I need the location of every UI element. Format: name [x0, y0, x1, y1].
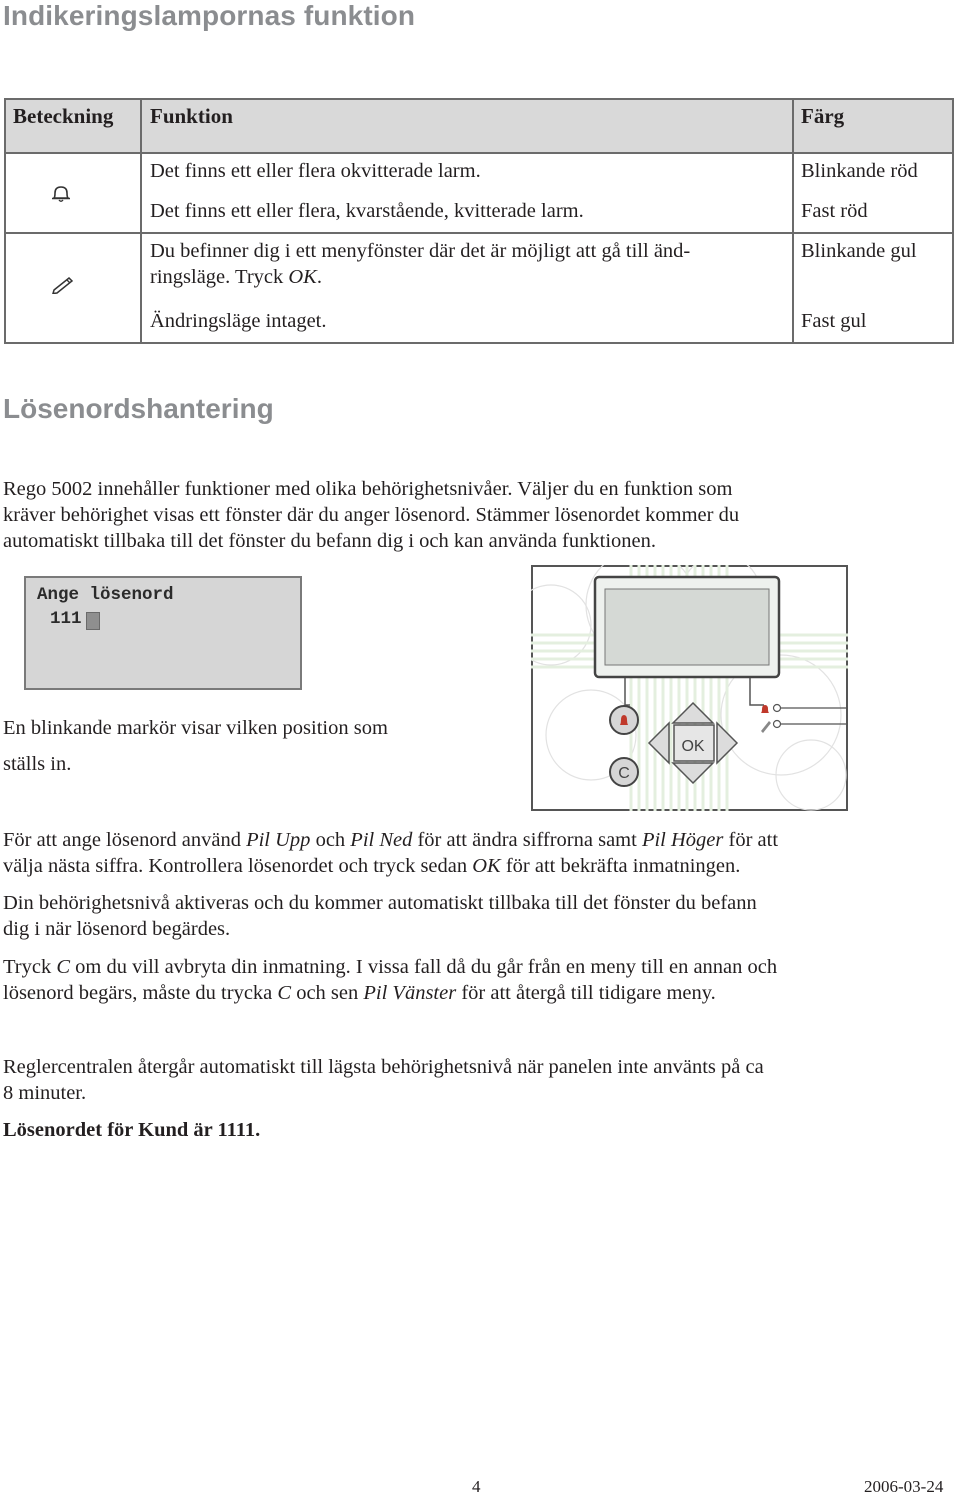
bell-icon — [50, 184, 72, 204]
intro-line2: kräver behörighet visas ett fönster där du anger lösenord. Stämmer lösenordet kommer du — [3, 504, 740, 526]
header-funktion: Funktion — [150, 104, 233, 128]
instruction-p3-line1: Tryck C om du vill avbryta din inmatning. I vissa fall då du går från en meny till en annan och — [3, 956, 778, 978]
instruction-p3-line2: lösenord begärs, måste du trycka C och sen Pil Vänster för att återgå till tidigare meny. — [3, 982, 716, 1004]
row1-function: Det finns ett eller flera okvitterade larm. — [150, 160, 481, 182]
instruction-p2-line1: Din behörighetsnivå aktiveras och du kommer automatiskt tillbaka till det fönster du befann — [3, 892, 757, 914]
header-beteckning: Beteckning — [13, 104, 114, 128]
lcd-display — [24, 576, 302, 690]
lcd-line1: Ange lösenord — [37, 585, 174, 605]
page-title: Indikeringslampornas funktion — [3, 0, 416, 31]
caption-line1: En blinkande markör visar vilken position som — [3, 717, 388, 739]
intro-line3: automatiskt tillbaka till det fönster du befann dig i och kan använda funktionen. — [3, 530, 656, 552]
instruction-p4-line2: 8 minuter. — [3, 1082, 87, 1104]
row4-function: Ändringsläge intaget. — [150, 310, 327, 332]
caption-line2: ställs in. — [3, 753, 72, 775]
control-panel-illustration — [531, 565, 848, 811]
instruction-p1-line2: välja nästa siffra. Kontrollera lösenordet och tryck sedan OK för att bekräfta inmatningen. — [3, 855, 741, 877]
c-button-label: C — [618, 765, 630, 782]
section-title: Lösenordshantering — [3, 393, 274, 424]
row1-color: Blinkande röd — [801, 160, 918, 182]
footer-date: 2006-03-24 — [864, 1477, 944, 1496]
instruction-p1-line1: För att ange lösenord använd Pil Upp och Pil Ned för att ändra siffrorna samt Pil Höger för att — [3, 829, 779, 851]
blinking-cursor — [86, 612, 100, 630]
indicator-table — [4, 98, 956, 344]
page-number: 4 — [472, 1477, 481, 1496]
row3-function-line2: ringsläge. Tryck OK. — [150, 266, 322, 288]
customer-password-note: Lösenordet för Kund är 1111. — [3, 1119, 261, 1141]
row3-function-line1: Du befinner dig i ett menyfönster där det är möjligt att gå till änd- — [150, 240, 691, 262]
ok-button-label: OK — [681, 738, 705, 755]
instruction-p4-line1: Reglercentralen återgår automatiskt till lägsta behörighetsnivå när panelen inte använts på ca — [3, 1056, 764, 1078]
pen-icon — [50, 274, 76, 294]
row2-function: Det finns ett eller flera, kvarstående, kvitterade larm. — [150, 200, 584, 222]
row2-color: Fast röd — [801, 200, 868, 222]
lcd-line2: 111 — [50, 609, 82, 629]
row4-color: Fast gul — [801, 310, 867, 332]
instruction-p2-line2: dig i när lösenord begärdes. — [3, 918, 231, 940]
intro-line1: Rego 5002 innehåller funktioner med olika behörighetsnivåer. Väljer du en funktion som — [3, 478, 733, 500]
header-farg: Färg — [801, 104, 845, 128]
row3-color: Blinkande gul — [801, 240, 917, 262]
